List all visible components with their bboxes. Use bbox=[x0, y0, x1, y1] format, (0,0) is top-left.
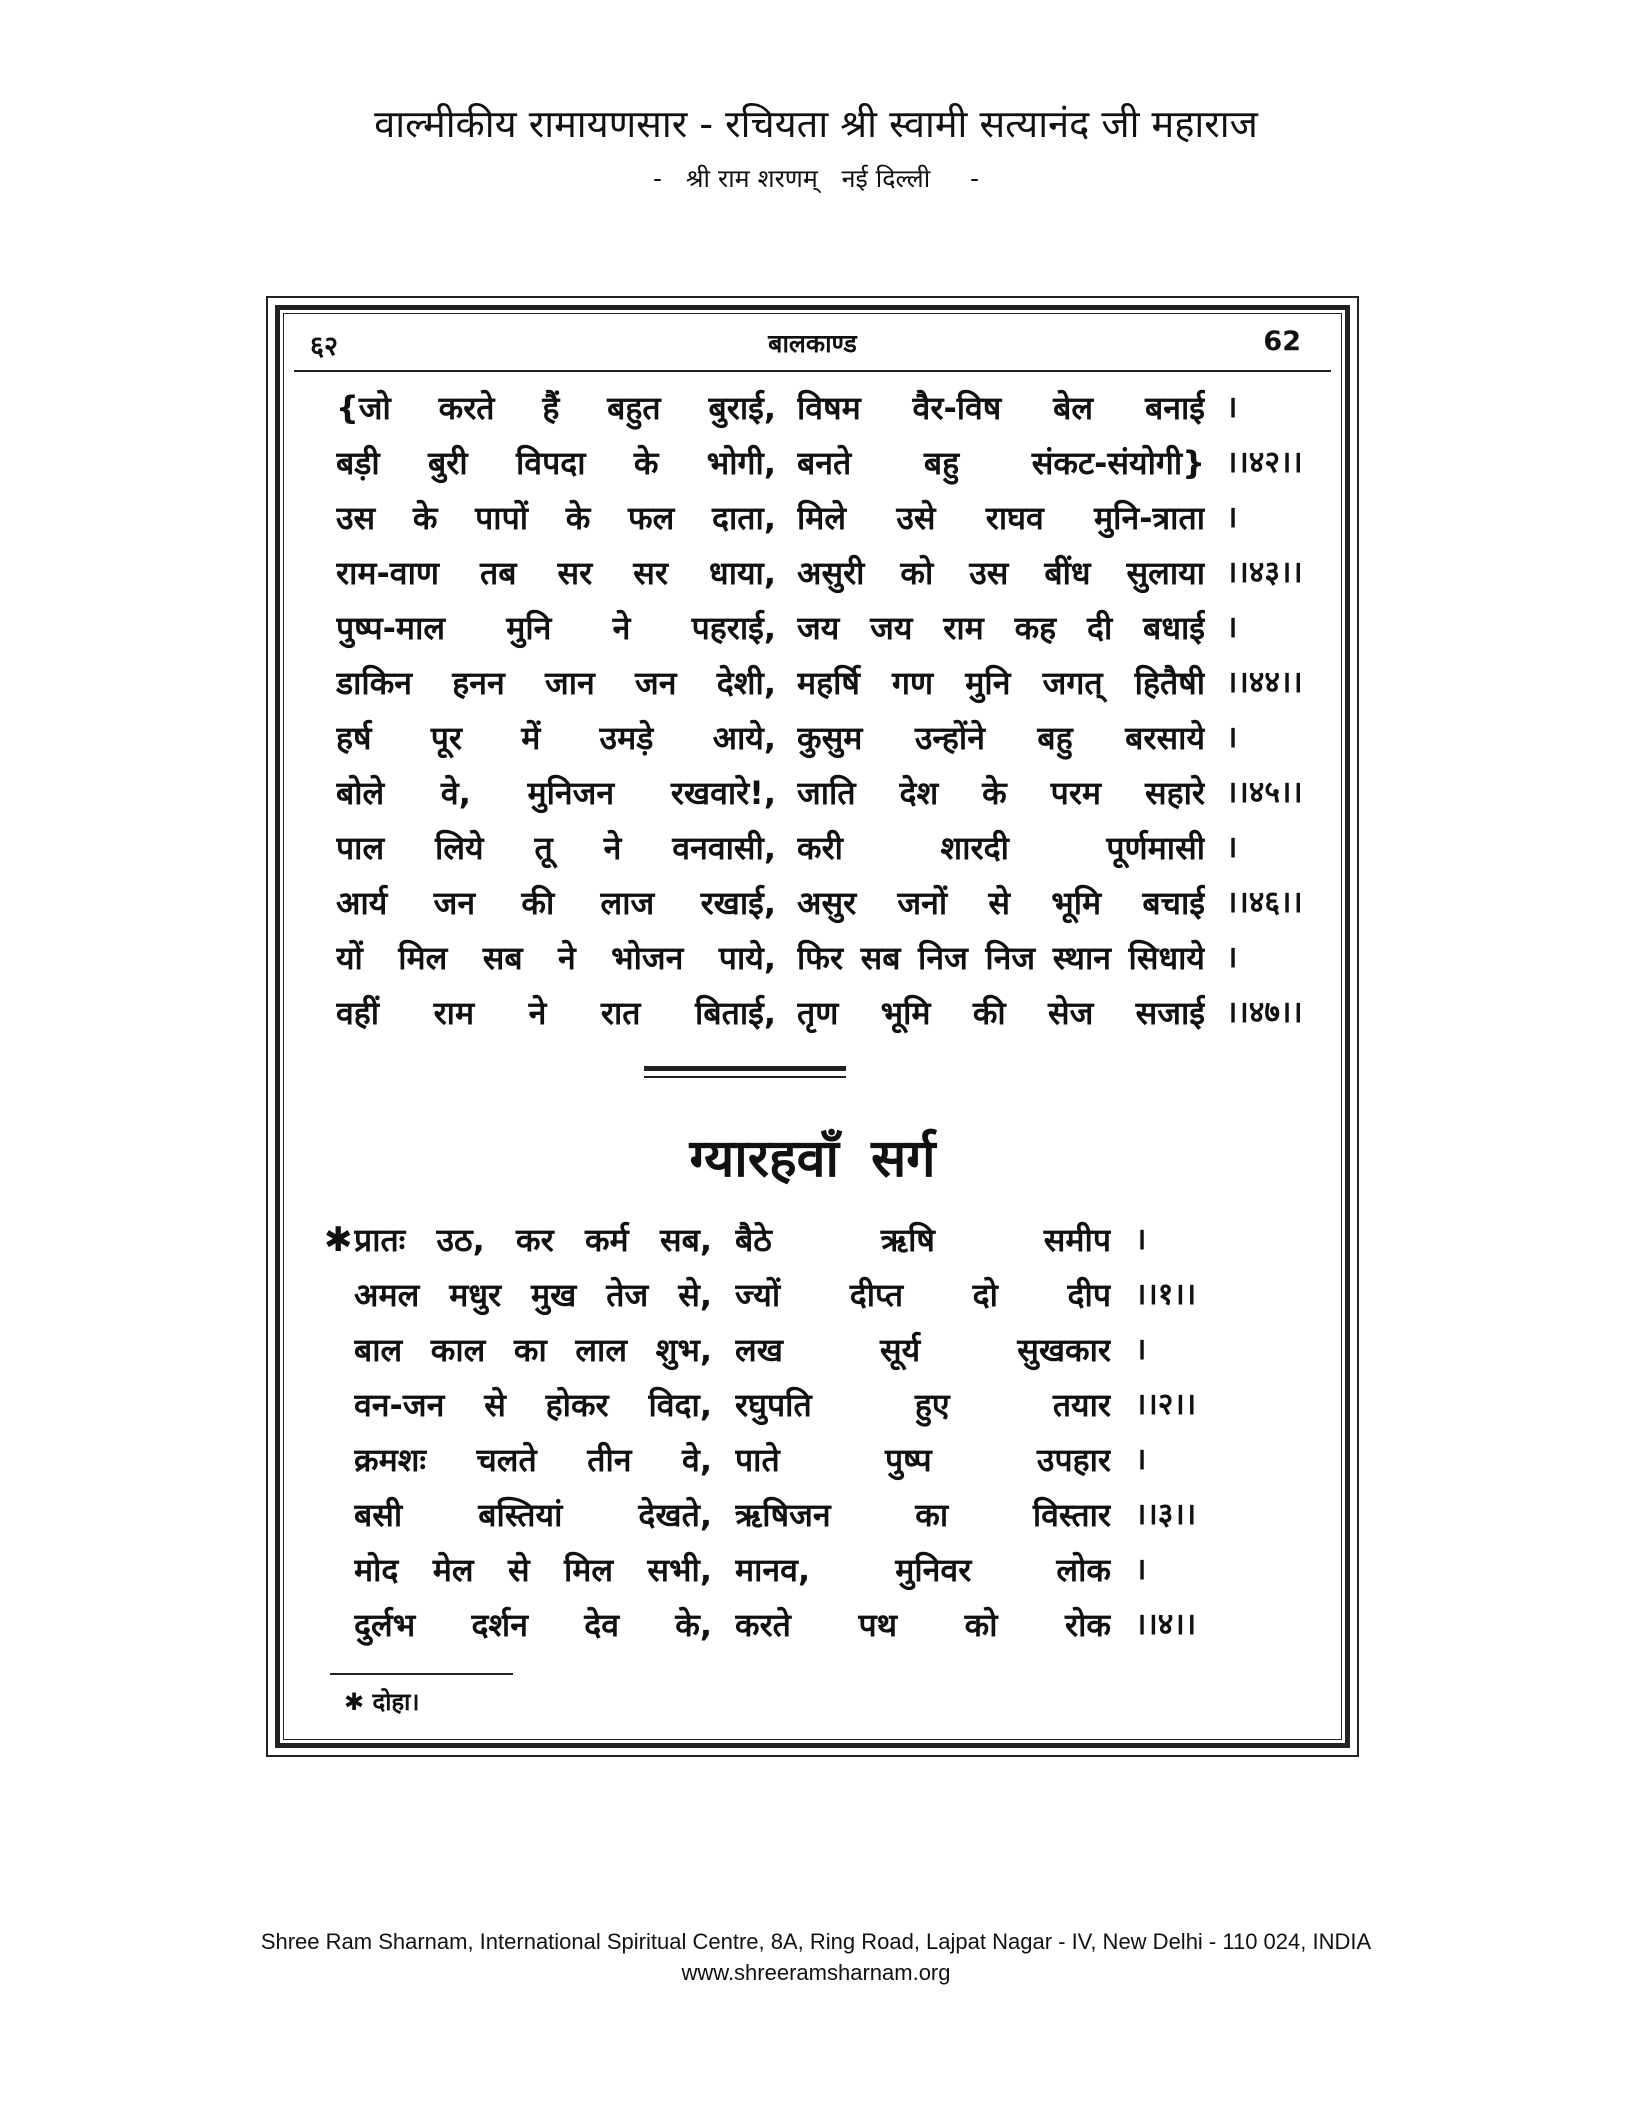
verse-line bbox=[284, 1267, 1341, 1323]
verse-half-b: तृण भूमि की सेज सजाई bbox=[797, 994, 1205, 1032]
verse-end-mark: ।।४६।। bbox=[1226, 885, 1303, 920]
verse-half-b: असुर जनों से भूमि बचाई bbox=[797, 884, 1205, 922]
verse-half-a: आर्य जन की लाज रखाई, bbox=[336, 884, 776, 922]
verse-line bbox=[284, 1487, 1341, 1543]
verse-end-mark: । bbox=[1226, 830, 1238, 865]
verse-half-a: राम-वाण तब सर सर धाया, bbox=[336, 554, 776, 592]
page-content bbox=[283, 313, 1342, 1740]
section-divider-thin bbox=[644, 1076, 846, 1078]
verse-half-b: फिर सब निज निज स्थान सिधाये bbox=[797, 939, 1205, 977]
verse-end-mark: ।।२।। bbox=[1135, 1387, 1197, 1422]
verse-half-a: बसी बस्तियां देखते, bbox=[354, 1496, 712, 1534]
verse-half-a: वहीं राम ने रात बिताई, bbox=[336, 994, 776, 1032]
verse-line bbox=[284, 1542, 1341, 1598]
verse-end-mark: । bbox=[1226, 720, 1238, 755]
verse-line bbox=[284, 600, 1341, 656]
verse-half-a: बोले वे, मुनिजन रखवारे!, bbox=[336, 774, 776, 812]
verse-end-mark: । bbox=[1226, 390, 1238, 425]
document-title: वाल्मीकीय रामायणसार - रचियता श्री स्वामी सत्यानंद जी महाराज bbox=[374, 102, 1258, 146]
verse-half-a: क्रमशः चलते तीन वे, bbox=[354, 1441, 712, 1479]
verse-end-mark: ।।४।। bbox=[1135, 1607, 1197, 1642]
verse-half-b: लख सूर्य सुखकार bbox=[735, 1331, 1111, 1369]
verse-half-b: जाति देश के परम सहारे bbox=[797, 774, 1205, 812]
page-frame-inner bbox=[275, 305, 1350, 1748]
verse-line bbox=[284, 875, 1341, 931]
page-number-arabic: 62 bbox=[1263, 326, 1301, 357]
verse-line bbox=[284, 1432, 1341, 1488]
verse-half-a: डाकिन हनन जान जन देशी, bbox=[336, 664, 776, 702]
verse-half-a: पाल लिये तू ने वनवासी, bbox=[336, 829, 776, 867]
footnote-rule bbox=[330, 1673, 513, 1675]
verse-half-b: मिले उसे राघव मुनि-त्राता bbox=[797, 499, 1205, 537]
verse-end-mark: । bbox=[1135, 1552, 1147, 1587]
verse-half-a: वन-जन से होकर विदा, bbox=[354, 1386, 712, 1424]
verse-end-mark: । bbox=[1226, 500, 1238, 535]
verse-half-b: पाते पुष्प उपहार bbox=[735, 1441, 1111, 1479]
page-frame bbox=[266, 296, 1359, 1757]
verse-half-a: प्रातः उठ, कर कर्म सब, bbox=[354, 1221, 712, 1259]
verse-half-b: बनते बहु संकट-संयोगी} bbox=[797, 444, 1205, 482]
verse-half-a: मोद मेल से मिल सभी, bbox=[354, 1551, 712, 1589]
verse-line bbox=[284, 985, 1341, 1041]
verse-line bbox=[284, 1377, 1341, 1433]
verse-half-a: अमल मधुर मुख तेज से, bbox=[354, 1276, 712, 1314]
verse-line bbox=[284, 1322, 1341, 1378]
section-divider bbox=[644, 1066, 846, 1071]
verse-half-b: रघुपति हुए तयार bbox=[735, 1386, 1111, 1424]
footer-address: Shree Ram Sharnam, International Spiritual Centre, 8A, Ring Road, Lajpat Nagar - IV, New Delhi - 110 024, INDIA bbox=[260, 1929, 1372, 1954]
page-number-devanagari: ६२ bbox=[310, 331, 339, 362]
verse-half-a: बड़ी बुरी विपदा के भोगी, bbox=[336, 444, 776, 482]
verse-line bbox=[284, 490, 1341, 546]
page-header bbox=[284, 314, 1341, 370]
verse-line bbox=[284, 820, 1341, 876]
verse-end-mark: ।।१।। bbox=[1135, 1277, 1197, 1312]
verse-end-mark: ।।४५।। bbox=[1226, 775, 1303, 810]
verse-half-b: बैठे ऋषि समीप bbox=[735, 1221, 1111, 1259]
verse-end-mark: । bbox=[1135, 1222, 1147, 1257]
verse-end-mark: । bbox=[1226, 940, 1238, 975]
verse-half-a: यों मिल सब ने भोजन पाये, bbox=[336, 939, 776, 977]
footer-url: www.shreeramsharnam.org bbox=[681, 1960, 951, 1985]
verse-half-a: {जो करते हैं बहुत बुराई, bbox=[336, 389, 776, 427]
doha-asterisk-icon: ✱ bbox=[324, 1220, 353, 1260]
verse-half-b: मानव, मुनिवर लोक bbox=[735, 1551, 1111, 1589]
verse-half-b: ऋषिजन का विस्तार bbox=[735, 1496, 1111, 1534]
verse-half-b: कुसुम उन्होंने बहु बरसाये bbox=[797, 719, 1205, 757]
verse-half-b: करते पथ को रोक bbox=[735, 1606, 1111, 1644]
document-subtitle: - श्री राम शरणम् नई दिल्ली - bbox=[653, 164, 979, 193]
verse-end-mark: ।।४३।। bbox=[1226, 555, 1303, 590]
verse-end-mark: । bbox=[1226, 610, 1238, 645]
verse-line bbox=[284, 435, 1341, 491]
verse-line bbox=[284, 1597, 1341, 1653]
verse-end-mark: ।।४४।। bbox=[1226, 665, 1303, 700]
verse-half-b: ज्यों दीप्त दो दीप bbox=[735, 1276, 1111, 1314]
section-name: बालकाण्ड bbox=[768, 329, 857, 358]
verse-half-a: उस के पापों के फल दाता, bbox=[336, 499, 776, 537]
footnote: ✱ दोहा। bbox=[344, 1688, 420, 1716]
verse-line bbox=[284, 545, 1341, 601]
verse-line bbox=[284, 380, 1341, 436]
verse-half-b: करी शारदी पूर्णमासी bbox=[797, 829, 1205, 867]
verse-half-a: हर्ष पूर में उमड़े आये, bbox=[336, 719, 776, 757]
verse-half-a: पुष्प-माल मुनि ने पहराई, bbox=[336, 609, 776, 647]
verse-line bbox=[284, 765, 1341, 821]
verse-half-a: दुर्लभ दर्शन देव के, bbox=[354, 1606, 712, 1644]
verse-end-mark: ।।४७।। bbox=[1226, 995, 1303, 1030]
verse-half-b: विषम वैर-विष बेल बनाई bbox=[797, 389, 1205, 427]
verse-end-mark: ।।३।। bbox=[1135, 1497, 1197, 1532]
verse-end-mark: । bbox=[1135, 1442, 1147, 1477]
verse-half-a: बाल काल का लाल शुभ, bbox=[354, 1331, 712, 1369]
verse-line bbox=[284, 1212, 1341, 1268]
verse-half-b: महर्षि गण मुनि जगत् हितैषी bbox=[797, 664, 1205, 702]
header-rule bbox=[294, 370, 1331, 372]
verse-half-b: असुरी को उस बींध सुलाया bbox=[797, 554, 1205, 592]
verse-half-b: जय जय राम कह दी बधाई bbox=[797, 609, 1205, 647]
verse-end-mark: । bbox=[1135, 1332, 1147, 1367]
verse-line bbox=[284, 655, 1341, 711]
verse-end-mark: ।।४२।। bbox=[1226, 445, 1303, 480]
sarg-title: ग्यारहवाँ सर्ग bbox=[689, 1129, 936, 1189]
verse-line bbox=[284, 710, 1341, 766]
verse-line bbox=[284, 930, 1341, 986]
